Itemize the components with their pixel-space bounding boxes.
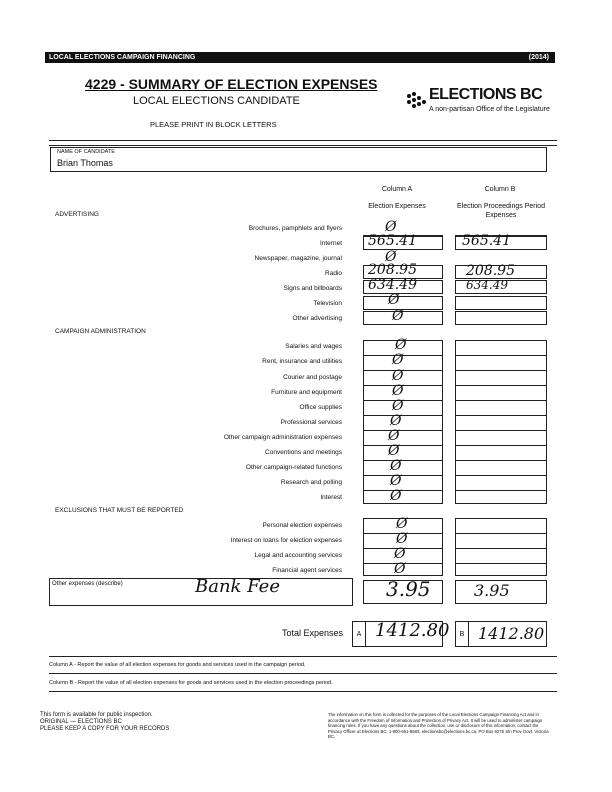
exclusion-value[interactable]: Ø [394,546,406,562]
admin-value[interactable]: Ø [392,352,404,368]
cell-b[interactable] [455,311,547,325]
logo-mark-icon [405,90,427,112]
row-label: Interest [320,494,342,501]
row-label: Other advertising [292,315,342,322]
cell-b[interactable] [455,233,547,250]
other-expenses-label: Other expenses (describe) [52,581,123,587]
footer-left [40,712,169,733]
form-subtitle: LOCAL ELECTIONS CANDIDATE [133,95,300,107]
exclusion-value[interactable]: Ø [396,531,408,547]
divider [49,140,557,141]
row-label: Other campaign administration expenses [223,434,342,441]
cell-a-value: Ø [385,219,397,235]
column-a-title: Column A [381,186,413,193]
cell-a-value: 208.95 [368,262,417,278]
column-b-heading: Election Proceedings Period Expenses [457,203,545,219]
footer-line-2: ORIGINAL — ELECTIONS BC [40,719,122,725]
row-label: Legal and accounting services [254,552,342,559]
exclusion-value[interactable]: Ø [396,516,408,532]
cell-a[interactable] [363,277,443,294]
form-banner [45,52,555,63]
admin-value[interactable]: Ø [390,458,402,474]
elections-bc-logo [405,86,555,122]
cell-a-value: Ø [385,249,397,265]
other-expenses-description[interactable]: Bank Fee [195,576,280,597]
cell-b[interactable] [455,265,547,279]
admin-value[interactable]: Ø [392,383,404,399]
section-advertising: ADVERTISING [55,211,99,218]
cell-a-value: 565.41 [368,233,417,249]
banner-year: (2014) [528,54,549,61]
total-expenses-label: Total Expenses [282,628,344,638]
candidate-name-value[interactable]: Brian Thomas [57,158,113,168]
row-label: Brochures, pamphlets and flyers [248,225,342,232]
cell-b-value: 208.95 [466,263,515,279]
print-instruction: PLEASE PRINT IN BLOCK LETTERS [150,120,277,129]
exclusion-value[interactable]: Ø [394,561,406,577]
row-label: Radio [325,270,342,277]
form-title: 4229 - SUMMARY OF ELECTION EXPENSES [85,76,378,92]
note-column-a: Column A - Report the value of all election expenses for goods and services used in the campaign period. [49,662,306,668]
cell-a[interactable] [363,233,443,250]
admin-value[interactable]: Ø [388,443,400,459]
row-label: Courier and postage [283,374,342,381]
candidate-name-label: NAME OF CANDIDATE [57,149,115,155]
cell-b-value: 565.41 [462,233,511,249]
row-label: Research and polling [280,479,342,486]
privacy-notice: The information on this form is collected for the purposes of the Local Elections Campaign Financing Act and in accordance with the Freedom of Information and Protection of Privacy Act. It will be used to administer campaign financing rules. If you have any questions about the collection, use or disclosure of this information, contact the Privacy Officer at Elections BC: 1-800-661-8683, electionsbc@elections.bc.ca, PO Box 9275 Stn Prov Govt, Victoria BC. [328,712,549,739]
row-label: Furniture and equipment [271,389,342,396]
admin-value[interactable]: Ø [390,488,402,504]
admin-value[interactable]: Ø [390,413,402,429]
note-column-b: Column B - Report the value of all election expenses for goods and services used in the election proceedings period. [49,680,333,686]
row-label: Conventions and meetings [265,449,342,456]
footer-line-1: This form is available for public inspection. [40,712,153,718]
row-label: Television [313,300,342,307]
divider [49,145,557,146]
row-label: Other campaign-related functions [245,464,342,471]
cell-b-value: 634.49 [466,278,508,292]
row-label: Interest on loans for election expenses [230,537,342,544]
cell-a[interactable] [363,308,443,325]
admin-value[interactable]: Ø [390,473,402,489]
row-label: Salaries and wages [285,343,342,350]
section-campaign-admin: CAMPAIGN ADMINISTRATION [55,328,146,335]
column-b-title: Column B [484,186,516,193]
row-label: Newspaper, magazine, journal [254,255,342,262]
section-exclusions: EXCLUSIONS THAT MUST BE REPORTED [55,507,184,514]
other-expenses-b-value: 3.95 [474,581,510,600]
other-expenses-a-value: 3.95 [386,577,431,601]
logo-tagline: A non-partisan Office of the Legislature [429,106,550,113]
admin-value[interactable]: Ø [395,337,407,353]
logo-name: ELECTIONS BC [429,86,543,103]
row-label: Office supplies [299,404,342,411]
row-label: Financial agent services [272,567,342,574]
cell-a-value: Ø [392,308,404,324]
row-label: Professional services [280,419,342,426]
row-label: Rent, insurance and utilities [262,358,342,365]
column-a-heading: Election Expenses [368,203,426,210]
banner-title: LOCAL ELECTIONS CAMPAIGN FINANCING [49,54,196,61]
row-label: Personal election expenses [262,522,342,529]
cell-a-value: Ø [388,292,400,308]
candidate-name-box[interactable] [50,147,547,172]
footer-line-3: PLEASE KEEP A COPY FOR YOUR RECORDS [40,726,170,732]
row-label: Internet [319,240,342,247]
cell-a-value: 634.49 [368,277,417,293]
cell-b[interactable] [455,296,547,310]
admin-value[interactable]: Ø [388,428,400,444]
total-b-value: 1412.80 [478,624,545,643]
total-a-value: 1412.80 [375,620,450,641]
exclusions-column-b [455,518,547,576]
total-b-marker: B [455,621,469,647]
admin-column-b [455,340,547,504]
cell-b[interactable] [455,280,547,294]
admin-value[interactable]: Ø [392,398,404,414]
row-label: Signs and billboards [283,285,342,292]
total-a-marker: A [352,621,366,647]
admin-value[interactable]: Ø [392,368,404,384]
